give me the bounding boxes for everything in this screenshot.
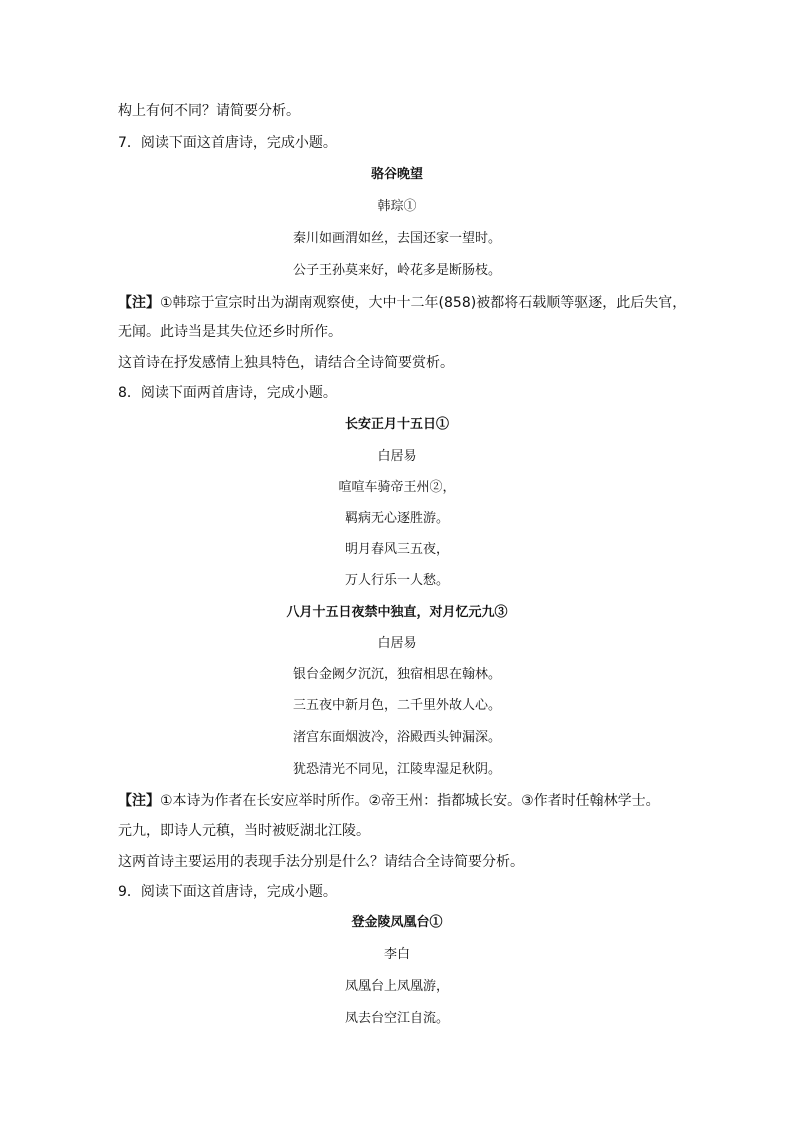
annotation-line: 无闻。此诗当是其失位还乡时所作。 — [118, 324, 342, 340]
poem-line: 羁病无心逐胜游。 — [344, 511, 449, 526]
poem-line: 喧喧车骑帝王州②， — [338, 480, 456, 495]
annotation-line — [118, 791, 678, 811]
poem-line: 秦川如画渭如丝，去国还家一望时。 — [292, 231, 501, 246]
poem-title: 八月十五日夜禁中独直，对月忆元九③ — [286, 605, 508, 620]
poem-author: 韩琮① — [377, 199, 417, 214]
poem-title: 长安正月十五日① — [344, 417, 449, 432]
text-line: 构上有何不同？请简要分析。 — [118, 103, 300, 119]
question-9-heading: 9．阅读下面这首唐诗，完成小题。 — [118, 884, 337, 900]
annotation-tag: 【注】 — [118, 295, 160, 311]
poem-title: 骆谷晚望 — [370, 167, 423, 182]
poem-line: 公子王孙莫来好，岭花多是断肠枝。 — [292, 263, 501, 278]
poem-author: 白居易 — [377, 449, 417, 464]
annotation-line: 元九，即诗人元稹，当时被贬湖北江陵。 — [118, 823, 370, 839]
annotation-line — [118, 293, 687, 313]
annotation-text: ①本诗为作者在长安应举时所作。②帝王州：指都城长安。③作者时任翰林学士。 — [160, 793, 660, 809]
poem-line: 三五夜中新月色，二千里外故人心。 — [292, 698, 501, 713]
question-8-heading: 8．阅读下面两首唐诗，完成小题。 — [118, 385, 337, 401]
poem-line: 银台金阙夕沉沉，独宿相思在翰林。 — [292, 667, 501, 682]
poem-line: 渚宫东面烟波冷，浴殿西头钟漏深。 — [292, 730, 501, 745]
poem-author: 李白 — [383, 947, 410, 962]
poem-line: 万人行乐一人愁。 — [344, 573, 449, 588]
question-7-heading: 7．阅读下面这首唐诗，完成小题。 — [118, 135, 337, 151]
question-7-prompt: 这首诗在抒发感情上独具特色，请结合全诗简要赏析。 — [118, 355, 454, 371]
question-8-prompt: 这两首诗主要运用的表现手法分别是什么？请结合全诗简要分析。 — [118, 854, 524, 870]
poem-line: 凤凰台上凤凰游， — [344, 979, 449, 994]
poem-author: 白居易 — [377, 636, 417, 651]
annotation-tag: 【注】 — [118, 793, 160, 809]
annotation-text: ①韩琮于宣宗时出为湖南观察使，大中十二年(858)被都将石载顺等驱逐，此后失官， — [160, 295, 687, 311]
poem-line: 犹恐清光不同见，江陵卑湿足秋阴。 — [292, 762, 501, 777]
poem-title: 登金陵凤凰台① — [351, 915, 443, 930]
poem-line: 凤去台空江自流。 — [344, 1011, 449, 1026]
poem-line: 明月春风三五夜， — [344, 542, 449, 557]
